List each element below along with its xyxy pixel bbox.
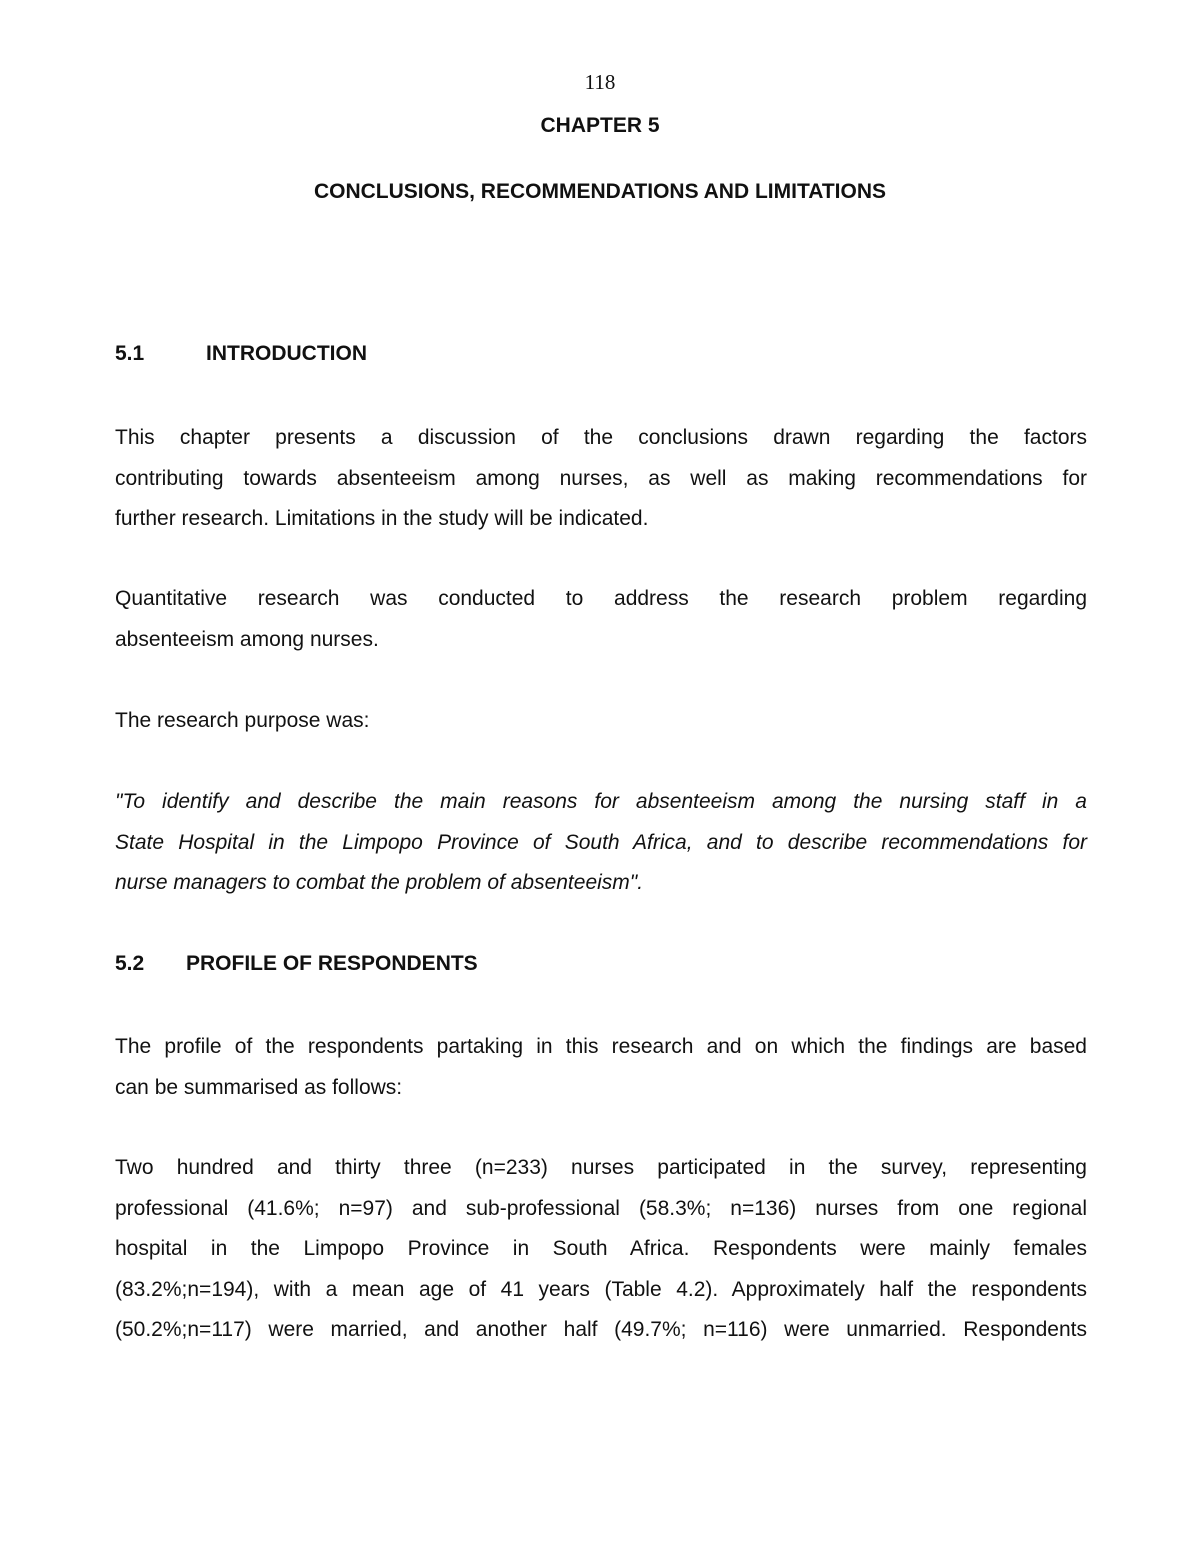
introduction-paragraph-2 xyxy=(115,579,1087,660)
section-heading-profile xyxy=(115,952,478,976)
introduction-paragraph-1 xyxy=(115,418,1087,540)
text-line: "To identify and describe the main reasons for absenteeism among the nursing staff in a xyxy=(115,790,1087,813)
introduction-paragraph-3 xyxy=(115,701,1087,742)
section-number: 5.2 xyxy=(115,952,145,975)
chapter-title: CONCLUSIONS, RECOMMENDATIONS AND LIMITATIONS xyxy=(313,180,887,203)
chapter-label: CHAPTER 5 xyxy=(540,114,660,137)
text-line: Two hundred and thirty three (n=233) nurses participated in the survey, representing xyxy=(115,1156,1087,1179)
section-heading-introduction xyxy=(115,342,367,366)
text-line: State Hospital in the Limpopo Province of South Africa, and to describe recommendations for xyxy=(115,830,1087,854)
page-number: 118 xyxy=(584,70,616,94)
text-line: (83.2%;n=194), with a mean age of 41 years (Table 4.2). Approximately half the respondents xyxy=(115,1277,1087,1301)
text-line: further research. Limitations in the study will be indicated. xyxy=(115,507,649,530)
text-line: This chapter presents a discussion of the conclusions drawn regarding the factors xyxy=(115,426,1087,449)
research-purpose-quote xyxy=(115,782,1087,904)
text-line: hospital in the Limpopo Province in South Africa. Respondents were mainly females xyxy=(115,1237,1087,1260)
section-title: INTRODUCTION xyxy=(206,342,367,365)
section-number: 5.1 xyxy=(115,342,145,365)
text-line: contributing towards absenteeism among nurses, as well as making recommendations for xyxy=(115,466,1087,490)
text-line: nurse managers to combat the problem of absenteeism". xyxy=(115,871,644,894)
text-line: can be summarised as follows: xyxy=(115,1075,403,1099)
text-line: absenteeism among nurses. xyxy=(115,627,379,651)
text-line: professional (41.6%; n=97) and sub-professional (58.3%; n=136) nurses from one regional xyxy=(115,1196,1087,1220)
text-line: The profile of the respondents partaking in this research and on which the findings are based xyxy=(115,1035,1087,1058)
text-line: Quantitative research was conducted to address the research problem regarding xyxy=(115,587,1087,610)
section-title: PROFILE OF RESPONDENTS xyxy=(186,952,478,975)
profile-paragraph-1 xyxy=(115,1027,1087,1108)
profile-paragraph-2 xyxy=(115,1148,1087,1351)
text-line: (50.2%;n=117) were married, and another half (49.7%; n=116) were unmarried. Respondents xyxy=(115,1318,1087,1341)
text-line: The research purpose was: xyxy=(115,709,370,732)
